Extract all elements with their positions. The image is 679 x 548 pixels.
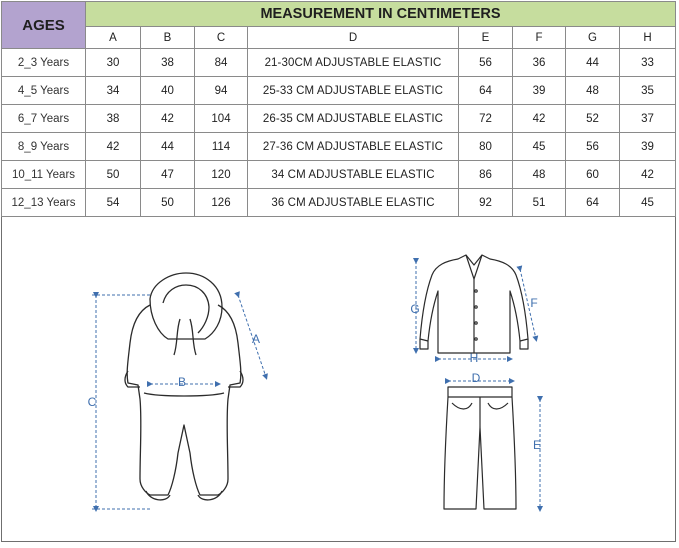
cell-h: 45 [620,189,676,217]
label-f: F [530,296,538,310]
cell-e: 56 [459,49,513,77]
label-g: G [410,302,420,316]
cell-b: 38 [141,49,195,77]
cell-f: 42 [513,105,566,133]
cell-h: 33 [620,49,676,77]
cell-b: 44 [141,133,195,161]
cell-e: 92 [459,189,513,217]
cell-c: 104 [195,105,248,133]
table-row [2,133,676,161]
column-header-d: D [248,27,459,49]
age-cell: 6_7 Years [2,105,86,133]
cell-a: 54 [86,189,141,217]
cell-f: 39 [513,77,566,105]
pants-dimension-lines [448,381,540,509]
cell-g: 60 [566,161,620,189]
cell-e: 80 [459,133,513,161]
ages-header: AGES [2,2,86,49]
cell-h: 42 [620,161,676,189]
column-header-c: C [195,27,248,49]
column-letters-row [2,27,676,49]
cell-b: 50 [141,189,195,217]
label-h: H [469,351,479,365]
cell-h: 39 [620,133,676,161]
cell-d: 34 CM ADJUSTABLE ELASTIC [248,161,459,189]
measurement-title: MEASUREMENT IN CENTIMETERS [86,2,676,27]
cell-a: 50 [86,161,141,189]
column-header-e: E [459,27,513,49]
cell-g: 56 [566,133,620,161]
cell-c: 126 [195,189,248,217]
onesie-dimension-lines [92,295,266,509]
cell-f: 45 [513,133,566,161]
column-header-a: A [86,27,141,49]
size-chart-table [1,1,676,217]
cell-d: 36 CM ADJUSTABLE ELASTIC [248,189,459,217]
cell-d: 26-35 CM ADJUSTABLE ELASTIC [248,105,459,133]
table-row [2,77,676,105]
cell-c: 120 [195,161,248,189]
cell-f: 51 [513,189,566,217]
cell-e: 86 [459,161,513,189]
cell-b: 40 [141,77,195,105]
cell-h: 35 [620,77,676,105]
cell-f: 48 [513,161,566,189]
age-cell: 10_11 Years [2,161,86,189]
label-c: C [87,395,97,409]
column-header-g: G [566,27,620,49]
cell-f: 36 [513,49,566,77]
cell-b: 47 [141,161,195,189]
label-d: D [471,371,481,385]
cell-g: 52 [566,105,620,133]
garment-diagrams [0,221,679,543]
column-header-f: F [513,27,566,49]
cell-d: 21-30CM ADJUSTABLE ELASTIC [248,49,459,77]
age-cell: 12_13 Years [2,189,86,217]
cell-g: 64 [566,189,620,217]
cell-d: 27-36 CM ADJUSTABLE ELASTIC [248,133,459,161]
table-row [2,161,676,189]
pants-illustration [444,387,516,509]
label-a: A [251,332,261,346]
table-row [2,105,676,133]
cell-a: 34 [86,77,141,105]
label-b: B [177,375,187,389]
cell-g: 44 [566,49,620,77]
cell-a: 30 [86,49,141,77]
table-row [2,189,676,217]
age-cell: 2_3 Years [2,49,86,77]
cell-e: 72 [459,105,513,133]
diagram-svg [0,221,679,543]
cell-c: 84 [195,49,248,77]
age-cell: 4_5 Years [2,77,86,105]
cell-d: 25-33 CM ADJUSTABLE ELASTIC [248,77,459,105]
cell-c: 114 [195,133,248,161]
column-header-h: H [620,27,676,49]
cell-g: 48 [566,77,620,105]
cell-e: 64 [459,77,513,105]
cell-h: 37 [620,105,676,133]
column-header-b: B [141,27,195,49]
cell-a: 42 [86,133,141,161]
age-cell: 8_9 Years [2,133,86,161]
cell-a: 38 [86,105,141,133]
cell-c: 94 [195,77,248,105]
shirt-dimension-lines [416,261,536,359]
cell-b: 42 [141,105,195,133]
table-row [2,49,676,77]
label-e: E [532,438,542,452]
shirt-illustration [420,255,528,353]
